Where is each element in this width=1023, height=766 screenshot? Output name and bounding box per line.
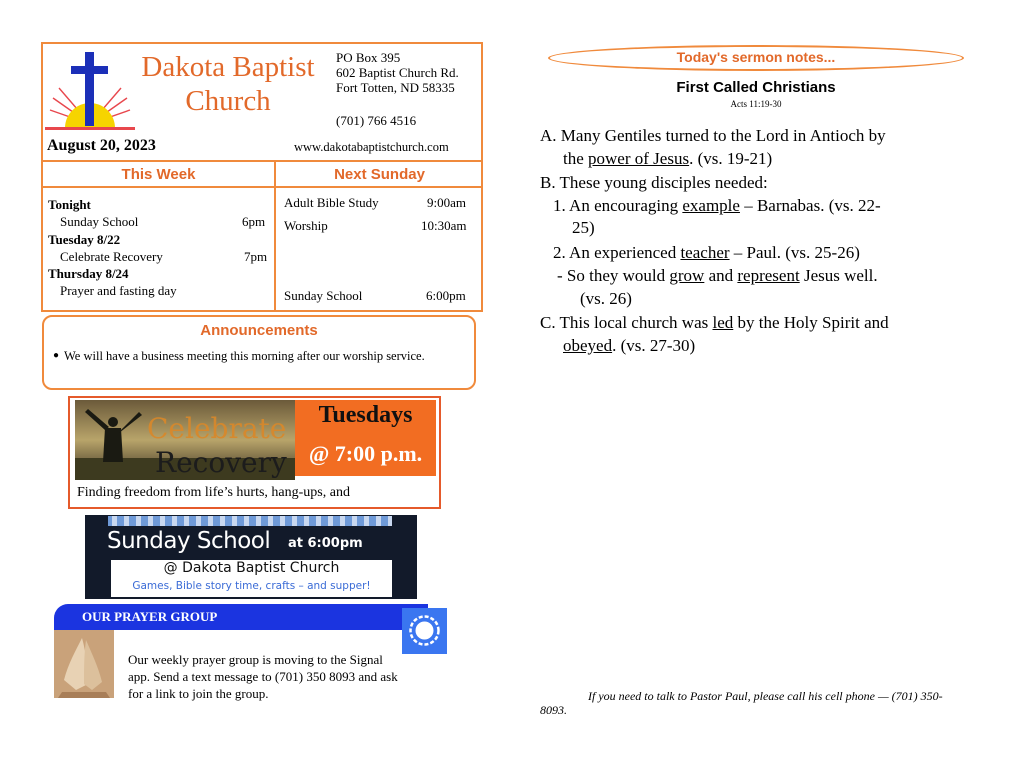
church-name-line1: Dakota Baptist bbox=[141, 51, 315, 83]
celebrate-time: @ 7:00 p.m. bbox=[308, 441, 423, 466]
praying-hands-icon bbox=[54, 630, 114, 698]
recovery-word: Recovery bbox=[155, 446, 287, 479]
address-line3: Fort Totten, ND 58335 bbox=[336, 80, 455, 95]
sermon-point-a: A. Many Gentiles turned to the Lord in Antioch by bbox=[540, 126, 886, 145]
prayer-group-text: Our weekly prayer group is moving to the Signal app. Send a text message to (701) 350 8093 and ask for a link to join the group. bbox=[128, 652, 398, 701]
schedule-divider bbox=[274, 162, 276, 312]
address-line1: PO Box 395 bbox=[336, 50, 401, 65]
sermon-title: First Called Christians bbox=[676, 79, 836, 96]
celebrate-recovery-image bbox=[75, 400, 295, 480]
sermon-point-b: B. These young disciples needed: bbox=[540, 173, 768, 192]
sermon-point-b1-cont: 25) bbox=[572, 218, 595, 237]
address-line2: 602 Baptist Church Rd. bbox=[336, 65, 459, 80]
tonight-label: Tonight bbox=[48, 197, 91, 212]
sunday-school-ad-subtitle: Games, Bible story time, crafts – and supper! bbox=[132, 580, 371, 592]
sunday-school-ad-time: at 6:00pm bbox=[288, 536, 363, 551]
tonight-sunday-school-time: 6pm bbox=[242, 214, 266, 229]
celebrate-recovery-time: 7pm bbox=[244, 249, 268, 264]
church-name bbox=[128, 50, 328, 118]
pastor-contact-note: If you need to talk to Pastor Paul, please call his cell phone — (701) 350-8093. bbox=[540, 689, 943, 717]
worship-time: 10:30am bbox=[421, 218, 467, 233]
prayer-fasting-item: Prayer and fasting day bbox=[60, 283, 177, 298]
sermon-point-c: C. This local church was led by the Holy Spirit and bbox=[540, 313, 889, 332]
schedule-header-divider bbox=[41, 186, 483, 188]
next-sunday-school-item: Sunday School bbox=[284, 288, 363, 303]
prayer-group-heading: OUR PRAYER GROUP bbox=[82, 609, 218, 624]
sermon-point-b3: - So they would grow and represent Jesus well. bbox=[557, 266, 878, 285]
tuesday-label: Tuesday 8/22 bbox=[48, 232, 121, 247]
worship-item: Worship bbox=[284, 218, 328, 233]
announcements-heading: Announcements bbox=[200, 322, 318, 339]
sunday-school-ad-title: Sunday School bbox=[107, 528, 271, 554]
sermon-notes-heading: Today's sermon notes... bbox=[676, 49, 836, 65]
next-sunday-heading: Next Sunday bbox=[334, 166, 425, 183]
celebrate-caption: Finding freedom from life’s hurts, hang-ups, and bbox=[77, 485, 350, 500]
celebrate-recovery-item: Celebrate Recovery bbox=[60, 249, 163, 264]
sermon-point-b3-cont: (vs. 26) bbox=[580, 289, 632, 308]
thursday-label: Thursday 8/24 bbox=[48, 266, 129, 281]
sermon-point-c-cont: obeyed. (vs. 27-30) bbox=[563, 336, 696, 355]
sunday-school-ad-location: @ Dakota Baptist Church bbox=[163, 560, 340, 576]
bulletin-date: August 20, 2023 bbox=[47, 137, 156, 154]
church-website-link[interactable]: www.dakotabaptistchurch.com bbox=[294, 140, 449, 154]
next-sunday-school-time: 6:00pm bbox=[426, 288, 466, 303]
this-week-heading: This Week bbox=[121, 166, 196, 183]
announcement-item: We will have a business meeting this morning after our worship service. bbox=[64, 349, 425, 363]
sermon-point-b2: 2. An experienced teacher – Paul. (vs. 25-26) bbox=[553, 243, 860, 262]
bible-study-item: Adult Bible Study bbox=[284, 195, 379, 210]
sermon-point-a-cont: the power of Jesus. (vs. 19-21) bbox=[563, 149, 773, 168]
signal-app-icon bbox=[407, 613, 442, 648]
stripe-decoration-icon bbox=[108, 516, 392, 526]
celebrate-word: Celebrate bbox=[147, 412, 287, 445]
bullet-icon: ● bbox=[53, 350, 60, 361]
bible-study-time: 9:00am bbox=[427, 195, 466, 210]
church-address bbox=[336, 50, 459, 95]
cross-sunrise-logo-icon bbox=[45, 48, 135, 132]
sermon-point-b1: 1. An encouraging example – Barnabas. (vs. 22- bbox=[553, 196, 881, 215]
tonight-sunday-school: Sunday School bbox=[60, 214, 139, 229]
church-phone: (701) 766 4516 bbox=[336, 113, 417, 128]
church-name-line2: Church bbox=[185, 85, 271, 117]
celebrate-day: Tuesdays bbox=[318, 402, 413, 428]
sermon-scripture-reference: Acts 11:19-30 bbox=[730, 99, 782, 109]
